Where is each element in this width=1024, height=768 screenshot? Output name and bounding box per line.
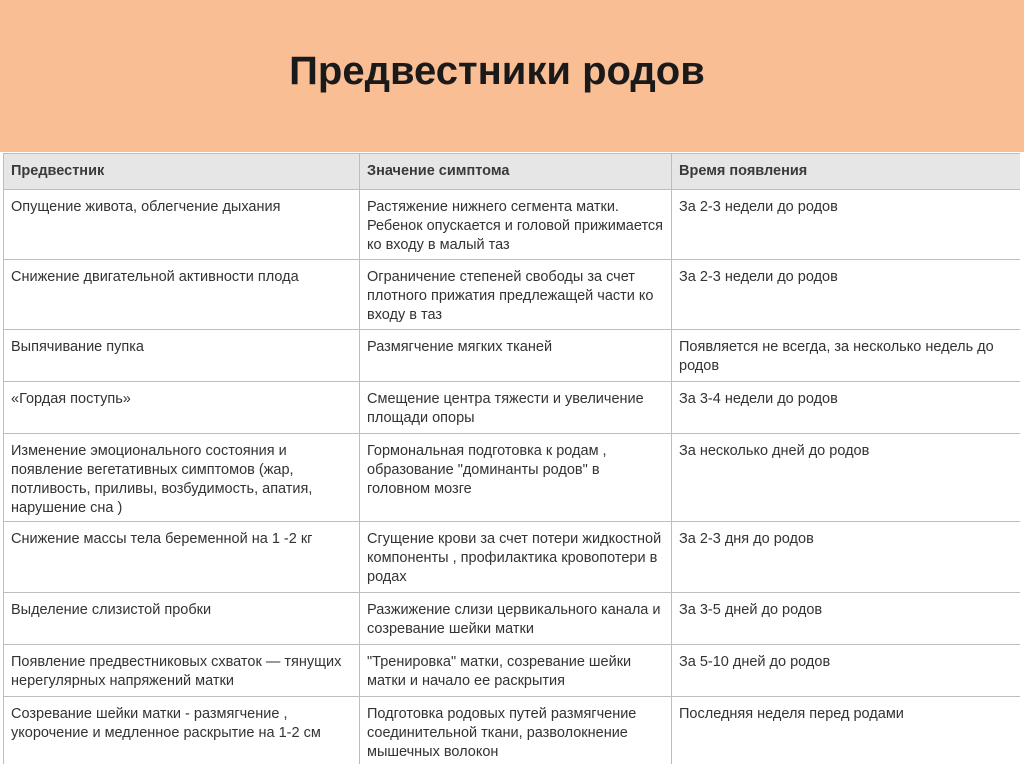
table-row	[4, 697, 1021, 767]
cell-meaning: Разжижение слизи цервикального канала и созревание шейки матки	[360, 593, 672, 645]
cell-time: За 2-3 недели до родов	[672, 260, 1021, 330]
cell-harbinger: Созревание шейки матки - размягчение , укорочение и медленное раскрытие на 1-2 см	[4, 697, 360, 767]
cell-harbinger: Появление предвестниковых схваток — тянущих нерегулярных напряжений матки	[4, 645, 360, 697]
table-header-row	[4, 154, 1021, 190]
cell-time: Последняя неделя перед родами	[672, 697, 1021, 767]
slide-header	[0, 0, 1024, 152]
cell-harbinger: Выпячивание пупка	[4, 330, 360, 382]
cell-meaning: Гормональная подготовка к родам , образование "доминанты родов" в головном мозге	[360, 434, 672, 522]
cell-time: За 2-3 недели до родов	[672, 190, 1021, 260]
table-row	[4, 190, 1021, 260]
cell-meaning: "Тренировка" матки, созревание шейки матки и начало ее раскрытия	[360, 645, 672, 697]
table-container	[3, 153, 1020, 768]
cell-harbinger: «Гордая поступь»	[4, 382, 360, 434]
table-row	[4, 382, 1021, 434]
table-row	[4, 645, 1021, 697]
cell-time: Появляется не всегда, за несколько недель до родов	[672, 330, 1021, 382]
cell-meaning: Размягчение мягких тканей	[360, 330, 672, 382]
cell-harbinger: Выделение слизистой пробки	[4, 593, 360, 645]
table-row	[4, 330, 1021, 382]
cell-harbinger: Опущение живота, облегчение дыхания	[4, 190, 360, 260]
slide-title: Предвестники родов	[289, 48, 705, 93]
cell-harbinger: Снижение массы тела беременной на 1 -2 кг	[4, 522, 360, 593]
table-row	[4, 260, 1021, 330]
header-cell-time: Время появления	[672, 154, 1021, 190]
cell-harbinger: Изменение эмоционального состояния и появление вегетативных симптомов (жар, потливость, приливы, возбудимость, апатия, нарушение сна )	[4, 434, 360, 522]
cell-meaning: Сгущение крови за счет потери жидкостной компоненты , профилактика кровопотери в родах	[360, 522, 672, 593]
cell-meaning: Подготовка родовых путей размягчение соединительной ткани, разволокнение мышечных волокон	[360, 697, 672, 767]
symptoms-table	[3, 153, 1020, 767]
bottom-strip	[0, 764, 1024, 768]
cell-meaning: Смещение центра тяжести и увеличение площади опоры	[360, 382, 672, 434]
table-row	[4, 593, 1021, 645]
header-cell-meaning: Значение симптома	[360, 154, 672, 190]
cell-harbinger: Снижение двигательной активности плода	[4, 260, 360, 330]
cell-time: За несколько дней до родов	[672, 434, 1021, 522]
cell-time: За 3-5 дней до родов	[672, 593, 1021, 645]
cell-time: За 3-4 недели до родов	[672, 382, 1021, 434]
cell-time: За 2-3 дня до родов	[672, 522, 1021, 593]
cell-meaning: Ограничение степеней свободы за счет плотного прижатия предлежащей части ко входу в таз	[360, 260, 672, 330]
table-row	[4, 434, 1021, 522]
cell-meaning: Растяжение нижнего сегмента матки. Ребенок опускается и головой прижимается ко входу в малый таз	[360, 190, 672, 260]
cell-time: За 5-10 дней до родов	[672, 645, 1021, 697]
header-cell-harbinger: Предвестник	[4, 154, 360, 190]
table-row	[4, 522, 1021, 593]
